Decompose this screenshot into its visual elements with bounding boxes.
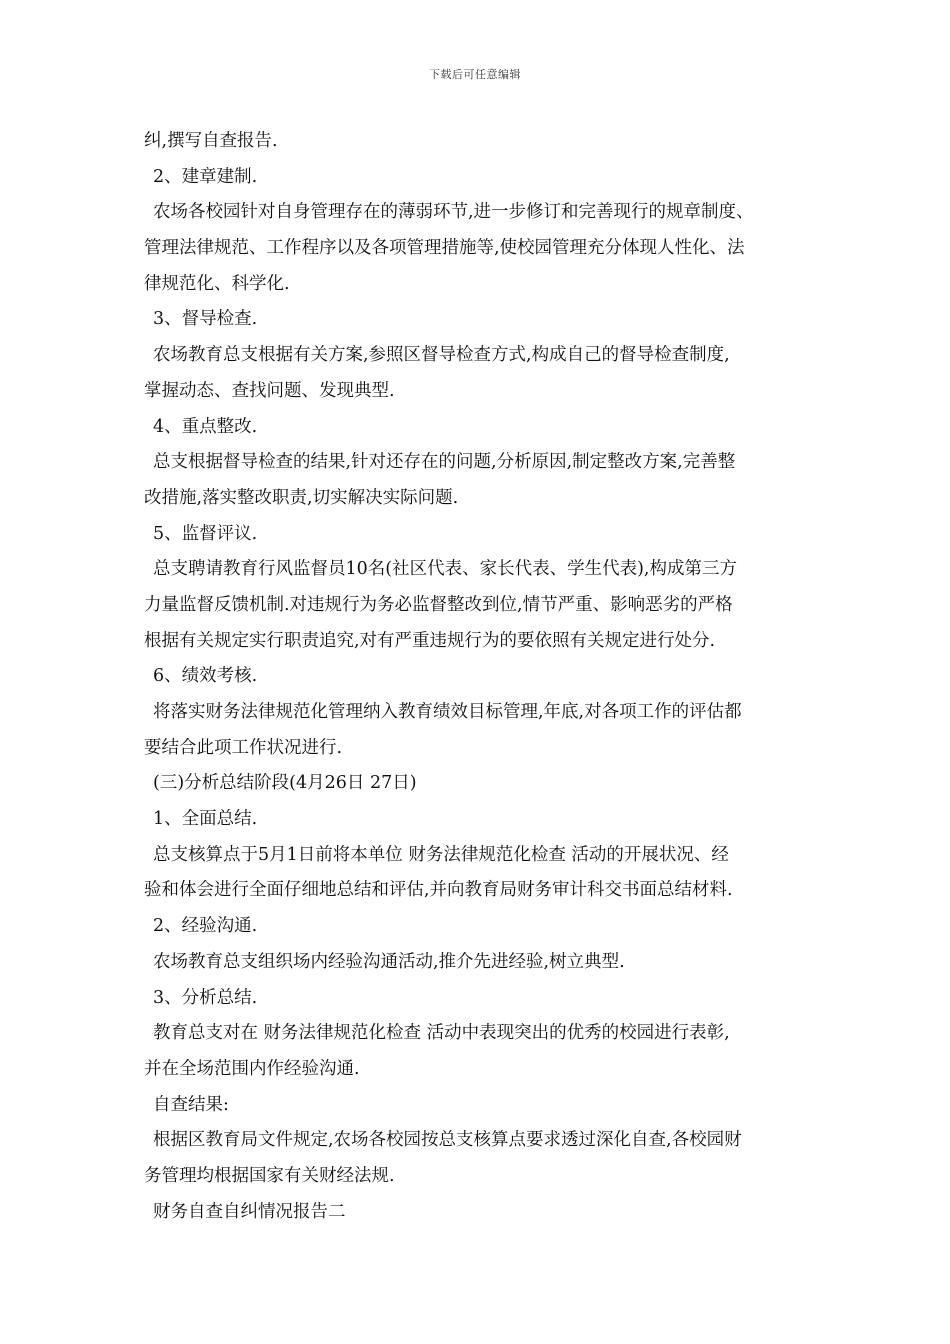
document-body (144, 124, 824, 1230)
body-line: 并在全场范围内作经验沟通. (144, 1058, 360, 1079)
section-heading: 3、分析总结. (153, 987, 258, 1008)
section-heading: 6、绩效考核. (153, 666, 258, 687)
body-line: 农场各校园针对自身管理存在的薄弱环节,进一步修订和完善现行的规章制度、 (153, 202, 754, 223)
body-line: 总支聘请教育行风监督员10名(社区代表、家长代表、学生代表),构成第三方 (153, 559, 737, 580)
body-line: 根据区教育局文件规定,农场各校园按总支核算点要求透过深化自查,各校园财 (153, 1130, 742, 1151)
stage-heading: (三)分析总结阶段(4月26日 27日) (153, 773, 417, 794)
section-heading: 4、重点整改. (153, 416, 258, 437)
body-line: 改措施,落实整改职责,切实解决实际问题. (144, 487, 459, 508)
page-header-note: 下载后可任意编辑 (429, 68, 521, 81)
body-line: 要结合此项工作状况进行. (144, 737, 343, 758)
body-line: 管理法律规范、工作程序以及各项管理措施等,使校园管理充分体现人性化、法 (144, 238, 745, 259)
section-heading: 2、经验沟通. (153, 916, 258, 937)
body-line: 律规范化、科学化. (144, 273, 290, 294)
body-line: 农场教育总支根据有关方案,参照区督导检查方式,构成自己的督导检查制度, (153, 345, 730, 366)
body-line: 掌握动态、查找问题、发现典型. (144, 380, 395, 401)
body-line: 验和体会进行全面仔细地总结和评估,并向教育局财务审计科交书面总结材料. (144, 880, 733, 901)
section-heading: 3、督导检查. (153, 309, 258, 330)
body-line: 将落实财务法律规范化管理纳入教育绩效目标管理,年底,对各项工作的评估都 (153, 702, 742, 722)
body-line: 总支核算点于5月1日前将本单位 财务法律规范化检查 活动的开展状况、经 (153, 844, 729, 865)
section-heading: 1、全面总结. (153, 809, 258, 830)
report-title: 财务自查自纠情况报告二 (153, 1201, 346, 1222)
section-heading: 5、监督评议. (153, 523, 258, 544)
body-line: 根据有关规定实行职责追究,对有严重违规行为的要依照有关规定进行处分. (144, 630, 716, 651)
section-heading: 2、建章建制. (153, 166, 258, 187)
results-heading: 自查结果: (153, 1094, 229, 1115)
body-line: 教育总支对在 财务法律规范化检查 活动中表现突出的优秀的校园进行表彰, (153, 1023, 730, 1044)
body-line: 农场教育总支组织场内经验沟通活动,推介先进经验,树立典型. (153, 951, 625, 972)
body-line: 力量监督反馈机制.对违规行为务必监督整改到位,情节严重、影响恶劣的严格 (144, 594, 733, 615)
body-line: 务管理均根据国家有关财经法规. (144, 1165, 395, 1186)
body-line: 纠,撰写自查报告. (144, 131, 278, 151)
body-line: 总支根据督导检查的结果,针对还存在的问题,分析原因,制定整改方案,完善整 (153, 452, 736, 473)
